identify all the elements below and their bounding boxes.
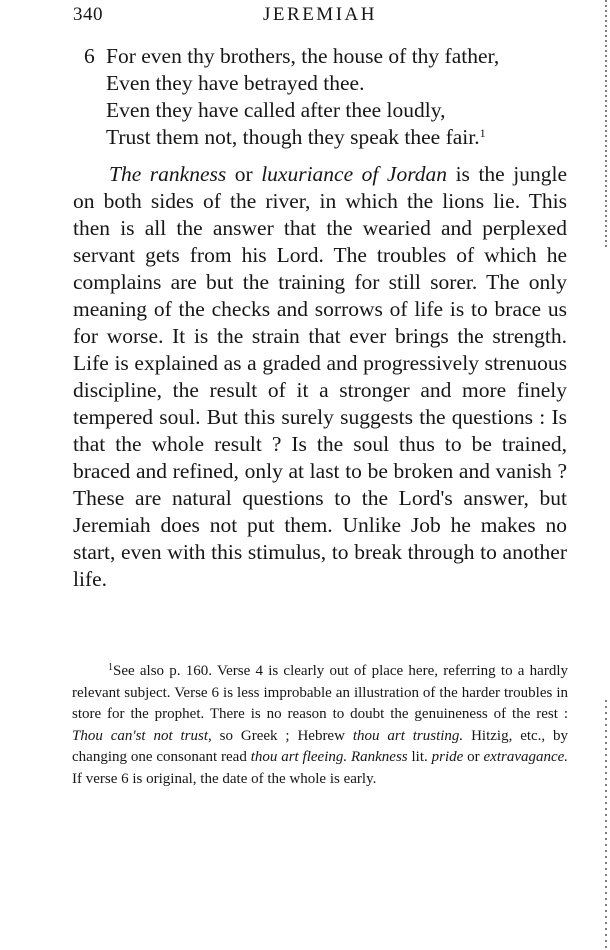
footnote-text: so Greek ; Hebrew — [219, 727, 345, 744]
footnote-text: If verse 6 is original, the date of the whole is early. — [72, 770, 377, 787]
footnote-reference: 1 — [479, 126, 486, 140]
footnote-text: See also p. 160. Verse 4 is clearly out of place here, referring to a hardly relevant subject. Verse 6 is less improbable an illustration of the harder troubles in store for the prophet. There is no reason to doubt the genuineness of the rest : — [72, 663, 568, 722]
body-paragraph — [73, 161, 567, 593]
footnote-italic: Rankness — [350, 749, 408, 765]
footnote-marker: 1 — [108, 662, 113, 673]
italic-phrase: The rankness — [109, 162, 227, 186]
verse-line — [84, 43, 499, 70]
verse-line — [84, 124, 499, 151]
verse-line-text: Even they have betrayed thee. — [106, 71, 365, 95]
footnote-italic: Thou can'st not trust, — [72, 727, 212, 744]
verse-line-text: Trust them not, though they speak thee fair. — [106, 125, 480, 149]
verse-line — [84, 70, 499, 97]
page-header — [73, 4, 567, 28]
footnote-italic: thou art trusting. — [352, 727, 464, 744]
verse-line-text: For even thy brothers, the house of thy father, — [106, 44, 500, 68]
page-edge-mark — [603, 0, 608, 950]
verse-line-text: Even they have called after thee loudly, — [106, 98, 446, 122]
verse-block — [84, 43, 499, 151]
connector-word: or — [234, 162, 253, 186]
footnote-text: Hitzig, etc., by changing one consonant read — [72, 727, 569, 765]
paragraph-text: is the jungle on both sides of the river, in which the lions lie. This then is all the answer that the wearied and perplexed servant gets from his Lord. The troubles of which he complains are but the training for still sorer. The only meaning of the checks and sorrows of life is to brace us for worse. It is the strain that ever brings the strength. Life is explained as a graded and progressively strenuous discipline, the result of it a stronger and more finely tempered soul. But this surely suggests the questions : Is that the whole result ? Is the soul thus to be trained, braced and refined, only at last to be broken and vanish ? These are natural questions to the Lord's answer, but Jeremiah does not put them. Unlike Job he makes no start, even with this stimulus, to break through to another life. — [73, 162, 567, 591]
footnote — [72, 661, 568, 790]
verse-line — [84, 97, 499, 124]
footnote-italic: extravagance. — [483, 749, 569, 765]
page-number: 340 — [73, 4, 103, 25]
verse-number: 6 — [84, 44, 95, 68]
running-title: JEREMIAH — [263, 4, 377, 25]
footnote-italic: thou art fleeing. — [250, 749, 348, 765]
footnote-italic: pride — [431, 749, 464, 765]
footnote-text: lit. — [411, 749, 428, 765]
footnote-text: or — [467, 749, 480, 765]
italic-phrase: luxuriance of Jordan — [261, 162, 448, 186]
